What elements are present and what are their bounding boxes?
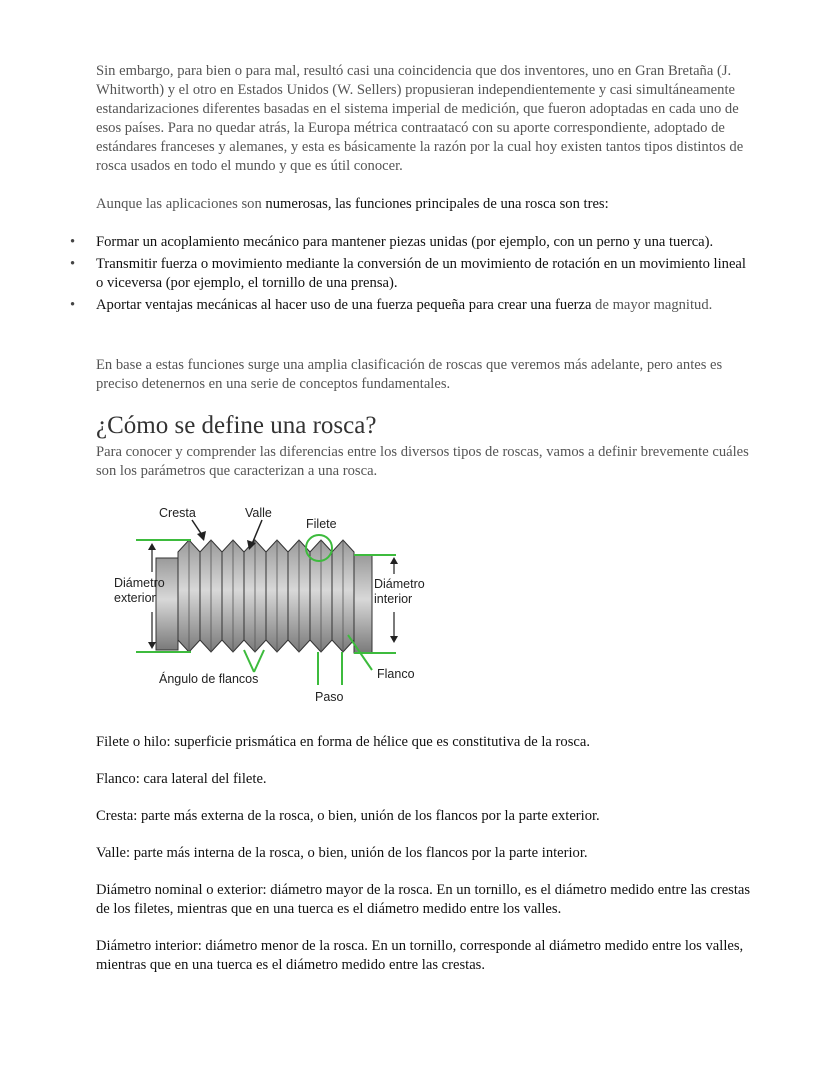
label-paso: Paso: [315, 690, 344, 704]
bolt-right-cap: [354, 555, 372, 653]
arrowhead-interior-down: [390, 636, 398, 643]
intro-paragraph: Sin embargo, para bien o para mal, resultó casi una coincidencia que dos inventores, uno en Gran Bretaña (J. Whitworth) y el otro en Estados Unidos (W. Sellers) propusieran independientemente y casi simultáneamente estandarizaciones diferentes basadas en el sistema imperial de medición, que fueron adoptadas en cada uno de esos países. Para no quedar atrás, la Europa métrica contraatacó con su aporte correspondiente, adoptado de estándares franceses y alemanes, y esta es básicamente la razón por la cual hoy existen tantos tipos distintos de rosca usados en todo el mundo y que es útil conocer.: [96, 63, 744, 174]
valle-pointer: [252, 520, 262, 544]
definitions-list: [96, 733, 756, 993]
cresta-pointer-head: [197, 531, 206, 541]
label-flanco: Flanco: [377, 667, 415, 681]
label-cresta: Cresta: [159, 506, 196, 520]
thread-diagram: [96, 500, 466, 715]
list-item: [68, 296, 752, 315]
arrowhead-interior-up: [390, 557, 398, 564]
label-angulo-de-flancos: Ángulo de flancos: [159, 672, 259, 686]
label-diametro-exterior-1: Diámetro: [114, 576, 165, 590]
function-text: Formar un acoplamiento mecánico para mantener piezas unidas (por ejemplo, con un perno y una tuerca).: [96, 234, 714, 250]
applications-rest: numerosas, las funciones principales de una rosca son tres:: [265, 196, 609, 212]
label-diametro-interior-1: Diámetro: [374, 577, 425, 591]
angulo-line-2: [254, 650, 264, 672]
definition-item: Diámetro nominal o exterior: diámetro mayor de la rosca. En un tornillo, es el diámetro medido entre las crestas de los filetes, mientras que en una tuerca es el diámetro medido entre los valles.: [96, 882, 751, 917]
label-valle: Valle: [245, 506, 272, 520]
definition-item: Filete o hilo: superficie prismática en forma de hélice que es constitutiva de la rosca.: [96, 734, 590, 750]
definition-item: Cresta: parte más externa de la rosca, o bien, unión de los flancos por la parte exterior.: [96, 808, 600, 824]
bolt-left-cap: [156, 558, 178, 650]
angulo-line-1: [244, 650, 254, 672]
definition-item: Diámetro interior: diámetro menor de la rosca. En un tornillo, corresponde al diámetro medido entre los valles, mientras que en una tuerca es el diámetro medido entre las crestas.: [96, 938, 744, 973]
functions-list: [68, 233, 752, 318]
section-intro: Para conocer y comprender las diferencias entre los diversos tipos de roscas, vamos a definir brevemente cuáles son los parámetros que caracterizan a una rosca.: [96, 444, 749, 479]
section-heading: ¿Cómo se define una rosca?: [96, 412, 377, 439]
label-diametro-exterior-2: exterior: [114, 591, 156, 605]
after-list-paragraph: En base a estas funciones surge una amplia clasificación de roscas que veremos más adelante, pero antes es preciso detenernos en una serie de conceptos fundamentales.: [96, 357, 723, 392]
cresta-pointer: [192, 520, 202, 535]
applications-lead: Aunque las aplicaciones son: [96, 196, 266, 212]
applications-paragraph: [96, 195, 752, 214]
list-item: [68, 255, 752, 293]
label-filete: Filete: [306, 517, 337, 531]
definition-item: Flanco: cara lateral del filete.: [96, 771, 267, 787]
arrowhead-exterior-down: [148, 642, 156, 649]
function-text: Transmitir fuerza o movimiento mediante la conversión de un movimiento de rotación en un movimiento lineal o viceversa (por ejemplo, el tornillo de una prensa).: [96, 256, 746, 291]
label-diametro-interior-2: interior: [374, 592, 413, 606]
function-text: Aportar ventajas mecánicas al hacer uso de una fuerza pequeña para crear una fuerza: [96, 297, 596, 313]
list-item: [68, 233, 752, 252]
definition-item: Valle: parte más interna de la rosca, o bien, unión de los flancos por la parte interior.: [96, 845, 588, 861]
function-text-grey: de mayor magnitud.: [595, 297, 713, 313]
arrowhead-exterior-up: [148, 543, 156, 550]
